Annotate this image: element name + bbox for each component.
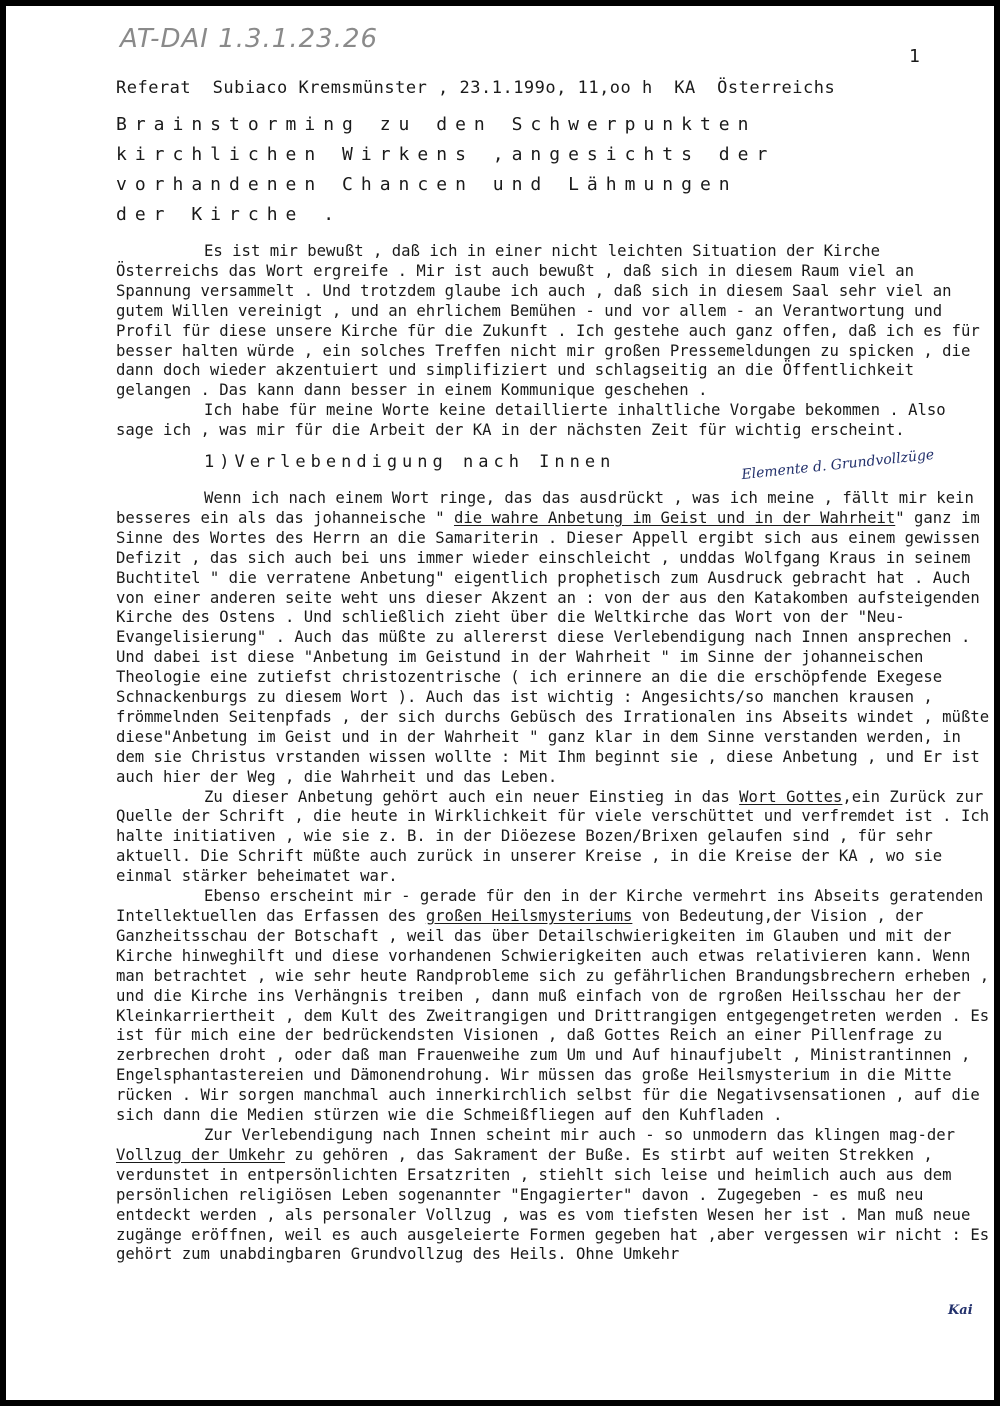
handwritten-margin-note: Kai [948,1303,973,1318]
underlined-phrase: großen Heilsmysteriums [425,907,633,925]
paragraph [116,1126,990,1265]
header-line: Referat Subiaco Kremsmünster , 23.1.199o, 11,oo h KA Österreichs [116,78,836,98]
text-run: von Bedeutung,der Vision , der Ganzheitsschau der Botschaft , weil das über Detailschwierigkeiten im Glauben und mit der Kirche hinweghilft und diese vorhandenen Schwierigkeiten auch etwas relativieren kann. Wenn man betrachtet , wie sehr heute Randprobleme sich zu gefährlichen Brandungsbrechern erheben , und die Kirche ins Verhängnis treiben , dann muß einfach von de rgroßen Heilsschau her der Kleinkarriertheit , dem Kult des Zweitrangigen und Drittrangigen entgegengetreten werden . Es ist für mich eine der bedrückendsten Visionen , daß Gottes Reich an einer Pillenfrage zu zerbrechen droht , oder daß man Frauenweihe zum Um und Auf hinaufjubelt , Ministrantinnen , Engelsphantastereien und Dämonendrohung. Wir müssen das große Heilsmysterium in die Mitte rücken . Wir sorgen manchmal auch innerkirchlich selbst für die Negativsensationen , auf die sich dann die Medien stürzen wie die Schmeißfliegen auf den Kuhfladen . [116,907,990,1125]
paragraph [116,489,990,788]
paragraph: Es ist mir bewußt , daß ich in einer nicht leichten Situation der Kirche Österreichs das Wort ergreife . Mir ist auch bewußt , daß sich in diesem Raum viel an Spannung versammelt . Und trotzdem glaube ich auch , daß sich in diesem Saal sehr viel an gutem Willen vereinigt , und an ehrlichem Bemühen - und vor allem - an Verantwortung und Profil für diese unsere Kirche für die Zukunft . Ich gestehe auch ganz offen, daß ich es für besser halten würde , ein solches Treffen nicht mir großen Pressemeldungen zu spicken , die dann doch wieder akzentuiert und simplifiziert und schlagseitig an die Öffentlichkeit gelangen . Das kann dann besser in einem Kommunique geschehen . [116,242,980,400]
text-run: Wenn ich nach einem Wort ringe, das das ausdrückt , was ich meine , fällt mir kein besseres ein als das johanneische " [116,488,974,527]
handwritten-note: Elemente d. Grundvollzüge [740,446,935,484]
text-run: zu gehören , das Sakrament der Buße. Es stirbt auf weiten Strekken , verdunstet in entpersönlichten Ersatzriten , stiehlt sich leise und heimlich auch aus dem persönlichen religiösen Leben sogenannter "Engagierter" davon . Zugegeben - es muß neu entdeckt werden , als personaler Vollzug , was es vom tiefsten Wesen her ist . Man muß neue zugänge eröffnen, weil es auch ausgeleierte Formen gegeben hat ,aber vergessen wir nicht : Es gehört zum unabdingbaren Grundvollzug des Heils. Ohne Umkehr [116,1145,990,1264]
underlined-phrase: Vollzug der Umkehr [116,1145,285,1164]
document-page [6,6,994,1400]
paragraph: Ich habe für meine Worte keine detaillierte inhaltliche Vorgabe bekommen . Also sage ich , was mir für die Arbeit der KA in der nächsten Zeit für wichtig erscheint. [116,401,946,440]
underlined-phrase: die wahre Anbetung im Geist und in der Wahrheit [453,508,896,527]
text-run: Zur Verlebendigung nach Innen scheint mir auch - so unmodern das klingen mag-der [204,1125,956,1144]
title-line: der Kirche . [116,204,343,225]
archive-reference: AT-DAI 1.3.1.23.26 [120,24,379,54]
underlined-phrase: Wort Gottes [739,787,843,806]
paragraph [116,887,990,1126]
page-number: 1 [909,46,920,67]
text-run: " ganz im Sinne des Wortes des Herrn an die Samariterin . Dieser Appell ergibt sich aus einem gewissen Defizit , das sich auch bei uns immer wieder einschleicht , unddas Wolfgang Kraus in seinem Buchtitel " die verratene Anbetung" eigentlich prophetisch zum Ausdruck gebracht hat . Auch von einer anderen seite weht uns dieser Akzent an : von der aus den Katakomben aufsteigenden Kirche des Ostens . Und schließlich zieht über die Weltkirche das Wort von der "Neu-Evangelisierung" . Auch das müßte zu allererst diese Verlebendigung nach Innen ansprechen . Und dabei ist diese "Anbetung im Geistund in der Wahrheit " im Sinne der johanneischen Theologie eine zutiefst christozentrische ( ich erinnere an die die erschöpfende Exegese Schnackenburgs zu diesem Wort ). Auch das ist wichtig : Angesichts/so manchen krausen , frömmelnden Seitenpfads , der sich durchs Gebüsch des Irrationalen ins Abseits windet , müßte diese"Anbetung im Geist und in der Wahrheit " ganz klar in dem Sinne verstanden werden, in dem sie Christus vrstanden wissen wollte : Mit Ihm beginnt sie , diese Anbetung , und Er ist auch hier der Weg , die Wahrheit und das Leben. [116,508,990,786]
title-line: kirchlichen Wirkens ,angesichts der [116,144,776,165]
document-body [116,242,990,1265]
text-run: Zu dieser Anbetung gehört auch ein neuer Einstieg in das [204,787,740,806]
document-title [116,110,946,230]
section-heading: 1)Verlebendigung nach Innen [204,452,616,473]
title-line: vorhandenen Chancen und Lähmungen [116,174,738,195]
title-line: Brainstorming zu den Schwerpunkten [116,114,757,135]
text-run: ,ein Zurück zur Quelle der Schrift , die heute in Wirklichkeit für viele verschüttet und verfremdet ist . Ich halte initiativen , wie sie z. B. in der Diöezese Bozen/Brixen gelaufen sind , für sehr aktuell. Die Schrift müßte auch zurück in unserer Kreise , in die Kreise der KA , wo sie einmal stärker beheimatet war. [116,787,990,886]
paragraph [116,788,990,888]
text-run: Ebenso erscheint mir - gerade für den in der Kirche vermehrt ins Abseits geratenden Intellektuellen das Erfassen des [116,887,984,925]
